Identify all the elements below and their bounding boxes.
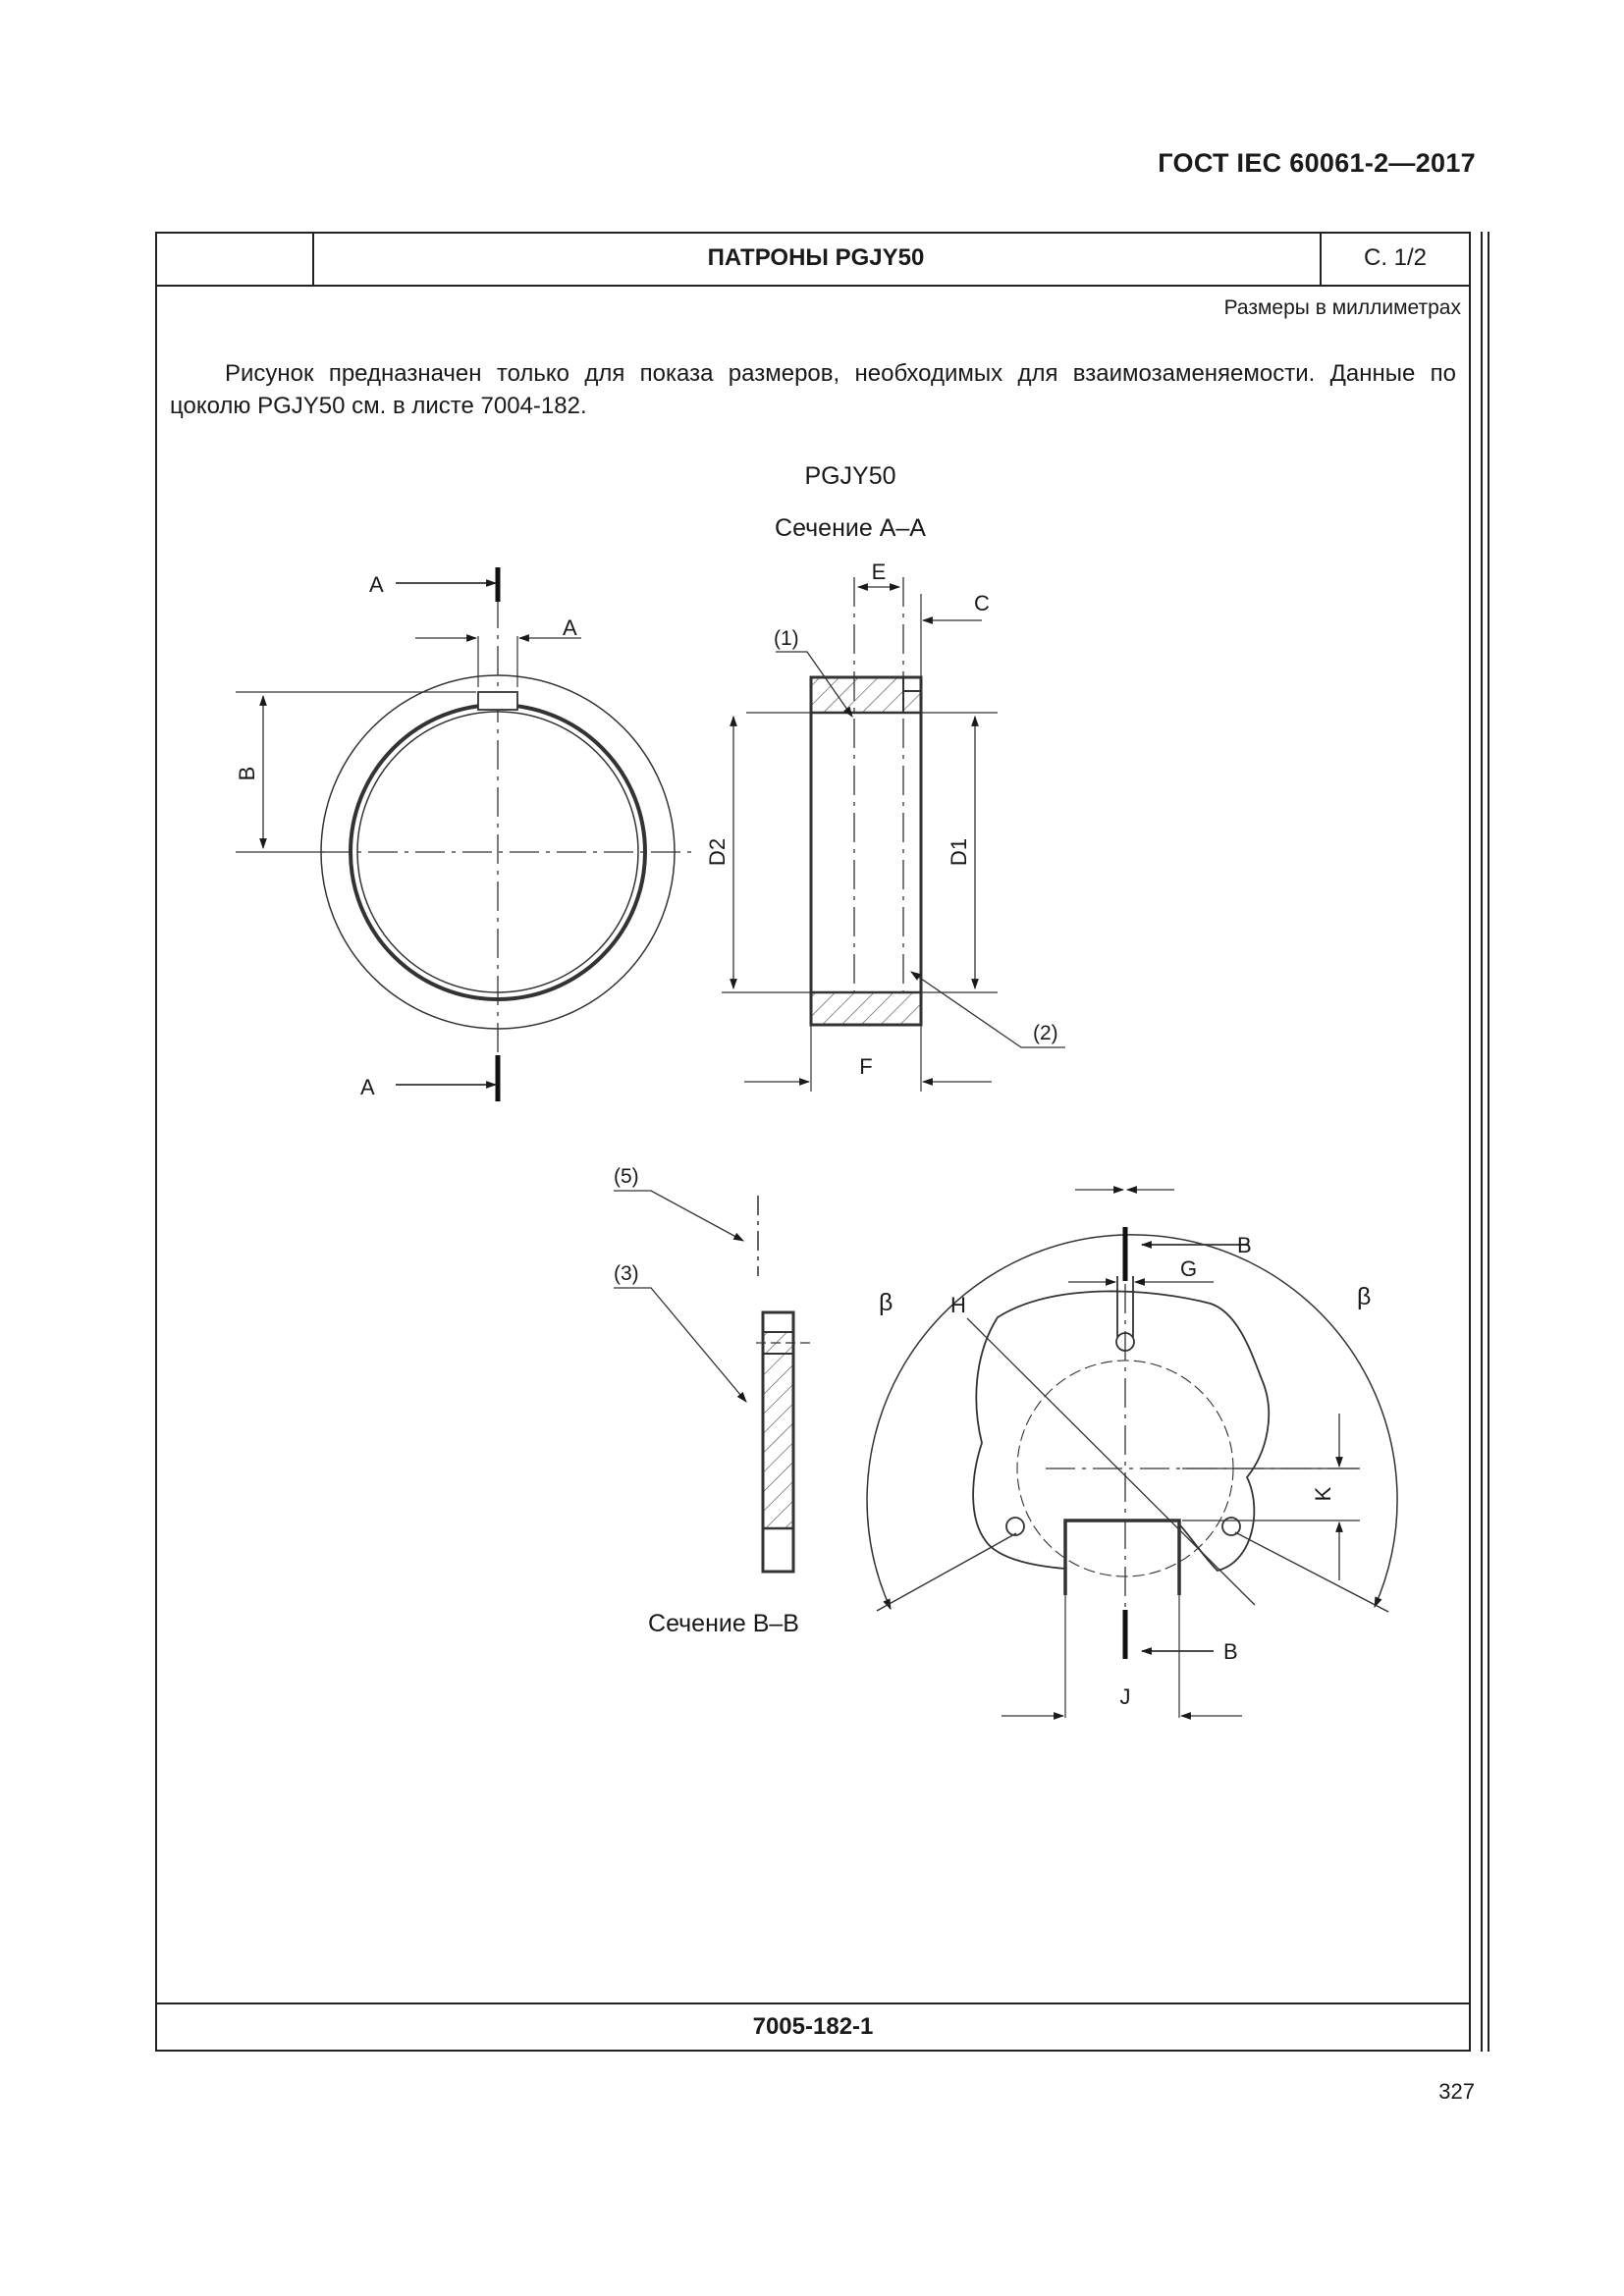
label-ref-1: (1) bbox=[774, 627, 799, 650]
label-beta-right: β bbox=[1357, 1283, 1372, 1310]
units-note: Размеры в миллиметрах bbox=[1223, 296, 1461, 319]
description-paragraph: Рисунок предназначен только для показа размеров, необходимых для взаимозаменяемости. Данные по цоколю PGJY50 см. в листе 7004-182. bbox=[170, 360, 1456, 419]
label-dim-b: B bbox=[235, 766, 259, 781]
label-dim-k: K bbox=[1311, 1486, 1335, 1502]
label-dim-d1: D1 bbox=[947, 837, 971, 867]
label-dim-h: H bbox=[950, 1293, 966, 1317]
label-section-a-top: A bbox=[369, 572, 384, 597]
section-aa-title: Сечение А–А bbox=[775, 514, 926, 542]
label-beta-left: β bbox=[879, 1289, 893, 1316]
label-dim-e: E bbox=[871, 560, 887, 584]
standard-designation: ГОСТ IEC 60061-2—2017 bbox=[1158, 148, 1476, 178]
figure-caption: PGJY50 bbox=[804, 462, 896, 490]
page-number: 327 bbox=[1438, 2079, 1475, 2104]
label-dim-g: G bbox=[1180, 1256, 1198, 1281]
label-section-a-bottom: A bbox=[360, 1075, 375, 1099]
label-dim-c: C bbox=[974, 591, 990, 615]
label-ref-5: (5) bbox=[614, 1165, 639, 1188]
section-bb-title: Сечение В–В bbox=[648, 1610, 799, 1637]
label-ref-2: (2) bbox=[1033, 1022, 1058, 1044]
ring-front-view bbox=[236, 567, 692, 1101]
label-slot-width-a: A bbox=[563, 615, 577, 640]
sheet-title: ПАТРОНЫ PGJY50 bbox=[707, 244, 925, 271]
sheet-page-ref: С. 1/2 bbox=[1363, 244, 1428, 271]
label-dim-d2: D2 bbox=[705, 837, 730, 867]
label-dim-j: J bbox=[1119, 1684, 1131, 1709]
label-ref-3: (3) bbox=[614, 1262, 639, 1285]
section-aa-view bbox=[722, 577, 1065, 1092]
label-section-b-bottom: B bbox=[1223, 1639, 1238, 1664]
label-dim-f: F bbox=[859, 1054, 873, 1079]
label-section-b-top: B bbox=[1237, 1233, 1252, 1257]
holder-top-view bbox=[867, 1190, 1397, 1718]
section-bb-view bbox=[614, 1191, 810, 1572]
sheet-code: 7005-182-1 bbox=[752, 2013, 874, 2040]
